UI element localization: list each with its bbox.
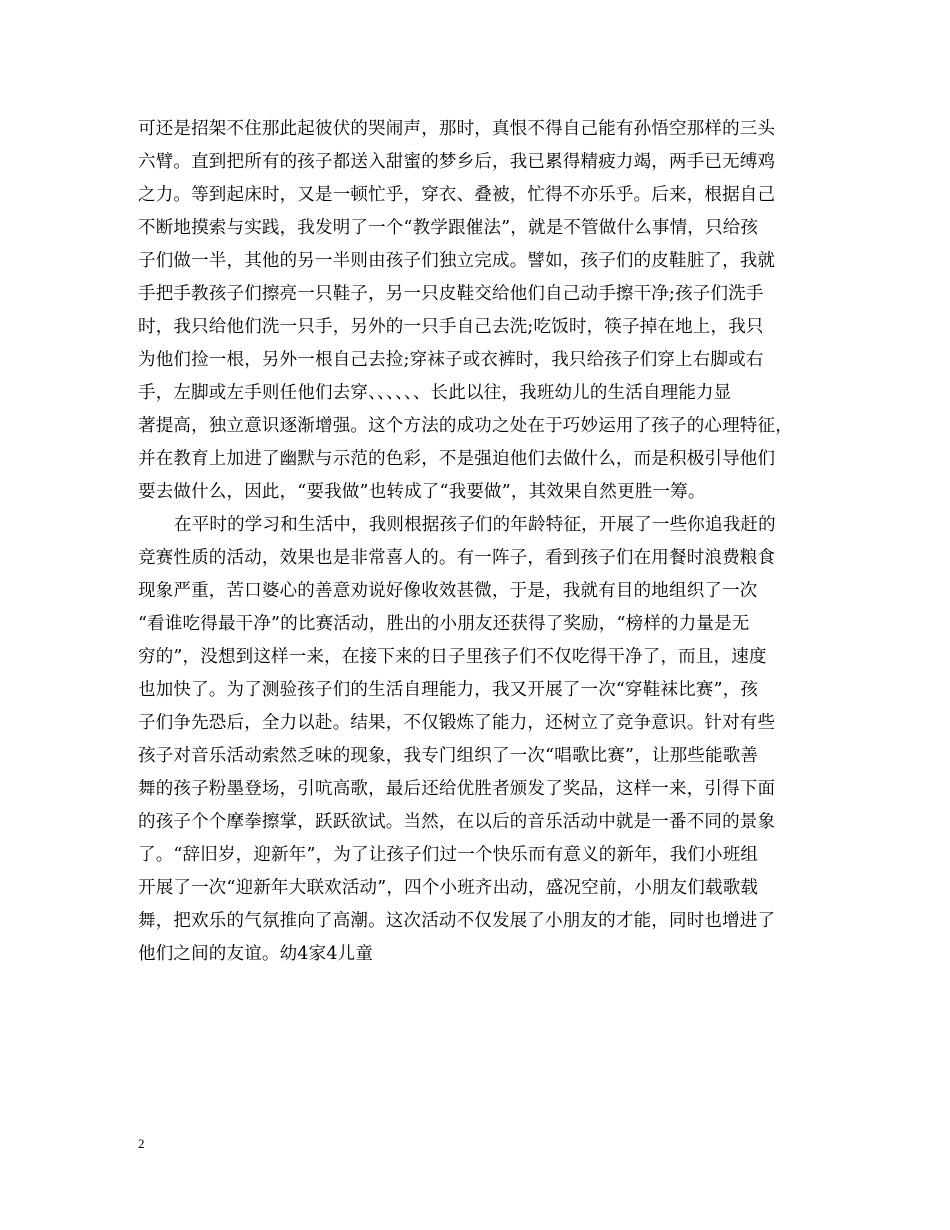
body-text-line: “看谁吃得最干净”的比赛活动，胜出的小朋友还获得了奖励，“榜样的力量是无 [138, 614, 750, 634]
body-text-line: 开展了一次“迎新年大联欢活动”，四个小班齐出动，盛况空前，小朋友们载歌载 [138, 878, 759, 898]
body-text-line: 要去做什么，因此，“要我做”也转成了“我要做”，其效果自然更胜一筹。 [138, 482, 706, 502]
body-text-line: 可还是招架不住那此起彼伏的哭闹声，那时，真恨不得自己能有孙悟空那样的三头 [138, 119, 776, 139]
body-text-line: 也加快了。为了测验孩子们的生活自理能力，我又开展了一次“穿鞋袜比赛”，孩 [138, 680, 759, 700]
body-text-line: 他们之间的友谊。幼4家4儿童 [138, 944, 374, 964]
body-text-line: 舞的孩子粉墨登场，引吭高歌，最后还给优胜者颁发了奖品，这样一来，引得下面 [138, 779, 776, 799]
body-text-line: 的孩子个个摩拳擦掌，跃跃欲试。当然，在以后的音乐活动中就是一番不同的景象 [138, 812, 776, 832]
body-text-line: 并在教育上加进了幽默与示范的色彩，不是强迫他们去做什么，而是积极引导他们 [138, 449, 776, 469]
body-text-line: 之力。等到起床时，又是一顿忙乎，穿衣、叠被，忙得不亦乐乎。后来，根据自己 [138, 185, 776, 205]
body-text-line: 竞赛性质的活动，效果也是非常喜人的。有一阵子，看到孩子们在用餐时浪费粮食 [138, 548, 776, 568]
body-text-line: 了。“辞旧岁，迎新年”，为了让孩子们过一个快乐而有意义的新年，我们小班组 [138, 845, 759, 865]
body-text-line: 舞，把欢乐的气氛推向了高潮。这次活动不仅发展了小朋友的才能，同时也增进了 [138, 911, 776, 931]
body-text-line: 现象严重，苦口婆心的善意劝说好像收效甚微，于是，我就有目的地组织了一次 [138, 581, 758, 601]
body-text-line: 穷的”，没想到这样一来，在接下来的日子里孩子们不仅吃得干净了，而且，速度 [138, 647, 767, 667]
page-number: 2 [138, 1136, 145, 1151]
body-text-line: 手把手教孩子们擦亮一只鞋子，另一只皮鞋交给他们自己动手擦干净;孩子们洗手 [138, 284, 764, 304]
body-text-line: 时，我只给他们洗一只手，另外的一只手自己去洗;吃饭时，筷子掉在地上，我只 [138, 317, 764, 337]
body-text-line: 六臂。直到把所有的孩子都送入甜蜜的梦乡后，我已累得精疲力竭，两手已无缚鸡 [138, 152, 776, 172]
body-text-line: 为他们捡一根，另外一根自己去捡;穿袜子或衣裤时，我只给孩子们穿上右脚或右 [138, 350, 764, 370]
body-text-line: 子们做一半，其他的另一半则由孩子们独立完成。譬如，孩子们的皮鞋脏了，我就 [138, 251, 776, 271]
body-text-line: 手，左脚或左手则任他们去穿、、、、、、长此以往，我班幼儿的生活自理能力显 [138, 383, 732, 403]
body-text-line: 不断地摸索与实践，我发明了一个“教学跟催法”，就是不管做什么事情，只给孩 [138, 218, 759, 238]
paragraph-first-line: 在平时的学习和生活中，我则根据孩子们的年龄特征，开展了一些你追我赶的 [174, 515, 776, 535]
body-text-line: 孩子对音乐活动索然乏味的现象，我专门组织了一次“唱歌比赛”，让那些能歌善 [138, 746, 759, 766]
body-text-line: 著提高，独立意识逐渐增强。这个方法的成功之处在于巧妙运用了孩子的心理特征， [138, 416, 793, 436]
body-text-line: 子们争先恐后，全力以赴。结果，不仅锻炼了能力，还树立了竞争意识。针对有些 [138, 713, 776, 733]
